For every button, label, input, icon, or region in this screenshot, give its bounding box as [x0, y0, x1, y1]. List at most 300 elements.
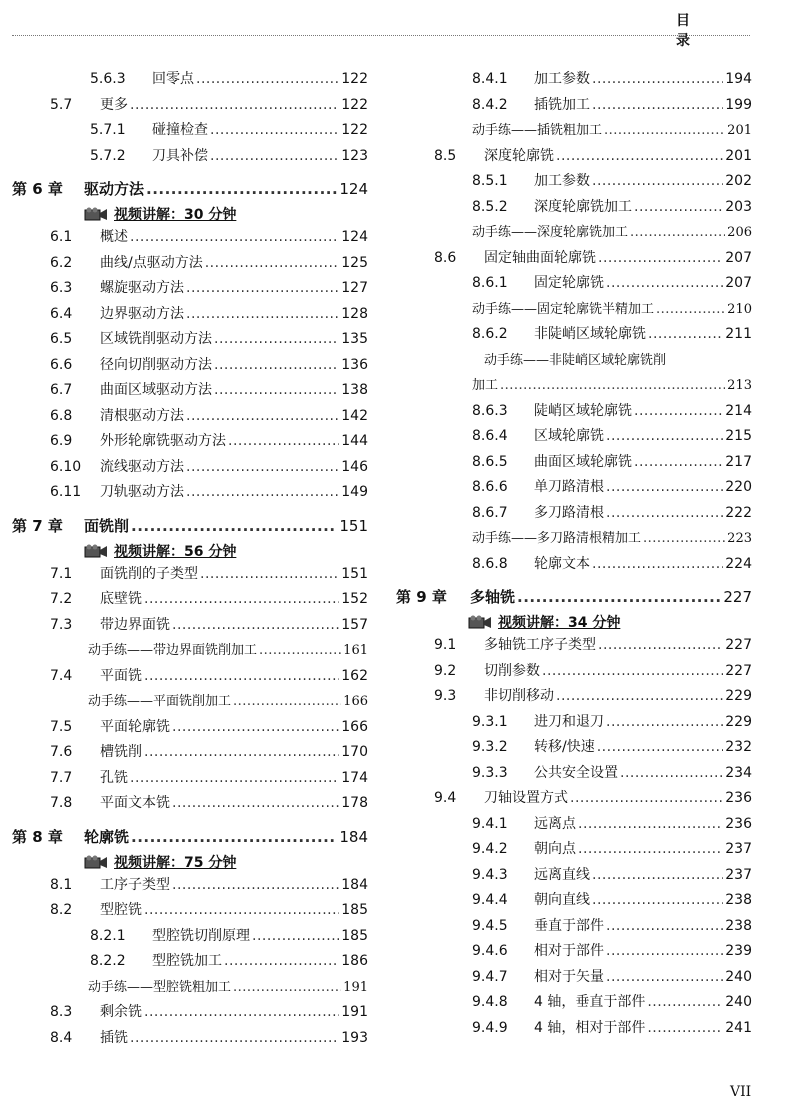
toc-leader-dots [205, 255, 340, 271]
toc-title: 动手练——型腔铣粗加工 [88, 979, 232, 995]
toc-chapter [12, 826, 368, 850]
toc-leader-dots [130, 770, 339, 786]
video-camera-icon [468, 615, 492, 629]
toc-title: 底壁铣 [100, 591, 142, 607]
toc-title: 加工 [472, 378, 499, 393]
toc-entry [396, 94, 752, 120]
toc-title: 回零点 [152, 71, 194, 87]
toc-leader-dots [200, 566, 339, 582]
toc-page-number: 152 [341, 591, 368, 607]
toc-page-number: 232 [725, 739, 752, 755]
toc-entry [12, 950, 368, 976]
toc-entry [396, 838, 752, 864]
toc-leader-dots [620, 765, 723, 781]
toc-entry [396, 1017, 752, 1043]
toc-leader-dots [233, 980, 341, 995]
toc-entry [396, 425, 752, 451]
toc-title: 轮廓文本 [534, 555, 590, 572]
toc-number: 5.7.2 [90, 147, 126, 164]
toc-entry [396, 400, 752, 426]
toc-title: 螺旋驱动方法 [100, 280, 184, 296]
toc-page-number: 146 [341, 458, 368, 475]
toc-number: 8.2.2 [90, 953, 126, 969]
toc-leader-dots [606, 969, 723, 985]
toc-entry [396, 685, 752, 711]
toc-entry [396, 145, 752, 171]
toc-exercise [12, 690, 368, 716]
toc-page-number: 184 [341, 876, 368, 893]
toc-number: 9.3.3 [472, 764, 508, 781]
toc-entry [396, 915, 752, 941]
toc-number: 6.4 [50, 305, 73, 322]
toc-entry [12, 588, 368, 614]
toc-page-number: 174 [341, 769, 368, 786]
toc-page-number: 185 [341, 902, 368, 918]
toc-leader-dots [604, 123, 725, 138]
toc-title: 垂直于部件 [534, 917, 604, 934]
toc-number: 8.6.4 [472, 428, 508, 444]
toc-page-number: 142 [341, 407, 368, 424]
toc-title: 工序子类型 [100, 876, 170, 893]
toc-number: 9.3 [434, 688, 457, 704]
toc-number: 6.8 [50, 407, 73, 424]
toc-leader-dots [214, 382, 339, 398]
toc-number: 8.2 [50, 902, 73, 918]
toc-page-number: 217 [725, 453, 752, 470]
toc-leader-dots [597, 739, 724, 755]
toc-leader-dots [606, 505, 723, 521]
toc-number: 8.3 [50, 1004, 73, 1020]
toc-number: 7.4 [50, 667, 73, 684]
toc-page-number: 125 [341, 254, 368, 271]
toc-number: 9.4.8 [472, 994, 508, 1010]
toc-page-number: 237 [725, 841, 752, 857]
toc-title: 公共安全设置 [534, 764, 618, 781]
toc-page-number: 199 [725, 96, 752, 113]
toc-number: 8.6.2 [472, 326, 508, 342]
toc-page-number: 157 [341, 616, 368, 633]
toc-page-number: 166 [343, 694, 368, 709]
toc-page-number: 201 [727, 123, 752, 138]
toc-title: 曲面区域轮廓铣 [534, 453, 632, 470]
toc-leader-dots [556, 688, 723, 704]
toc-entry [396, 196, 752, 222]
toc-number: 9.4.3 [472, 866, 508, 883]
toc-entry [396, 553, 752, 579]
toc-title: 朝向直线 [534, 892, 590, 908]
toc-number: 6.9 [50, 433, 73, 449]
toc-leader-dots [214, 357, 339, 373]
toc-title: 插铣加工 [534, 96, 590, 113]
toc-leader-dots [592, 173, 723, 189]
toc-leader-dots [130, 1030, 339, 1046]
toc-number: 8.4 [50, 1029, 73, 1046]
toc-page-number: 166 [341, 718, 368, 735]
toc-leader-dots [144, 744, 339, 760]
toc-title: 多刀路清根 [534, 504, 604, 521]
toc-entry [12, 563, 368, 589]
toc-leader-dots [144, 591, 339, 607]
toc-title: 非陡峭区域轮廓铣 [534, 326, 646, 342]
toc-entry [396, 991, 752, 1017]
toc-leader-dots [606, 275, 723, 291]
toc-leader-dots [130, 97, 339, 113]
toc-entry [396, 660, 752, 686]
toc-title: 4 轴，垂直于部件 [534, 994, 646, 1010]
toc-title: 曲面区域驱动方法 [100, 382, 212, 398]
toc-leader-dots [606, 943, 723, 959]
toc-title: 区域铣削驱动方法 [100, 331, 212, 347]
toc-entry [12, 456, 368, 482]
toc-number: 9.4 [434, 790, 457, 806]
toc-leader-dots [634, 454, 723, 470]
toc-page-number: 127 [341, 280, 368, 296]
toc-title: 深度轮廓铣加工 [534, 198, 632, 215]
toc-number: 8.6 [434, 249, 457, 266]
video-explanation [12, 202, 368, 226]
toc-leader-dots [592, 97, 723, 113]
toc-leader-dots [144, 902, 339, 918]
toc-title: 多轴铣 [470, 588, 516, 606]
toc-page-number: 206 [727, 225, 752, 240]
toc-title: 陡峭区域轮廓铣 [534, 402, 632, 419]
toc-leader-dots [643, 531, 725, 546]
toc-title: 驱动方法 [84, 180, 145, 198]
toc-title: 加工参数 [534, 71, 590, 87]
toc-title: 外形轮廓铣驱动方法 [100, 433, 226, 449]
toc-page-number: 238 [725, 917, 752, 934]
toc-leader-dots [578, 841, 723, 857]
toc-exercise [396, 119, 752, 145]
toc-number: 9.4.7 [472, 968, 508, 985]
toc-number: 6.11 [50, 484, 82, 500]
toc-chapter [12, 515, 368, 539]
toc-entry [12, 252, 368, 278]
toc-title: 型腔铣 [100, 902, 142, 918]
toc-title: 刀轨驱动方法 [100, 484, 184, 500]
toc-page-number: 122 [341, 96, 368, 113]
toc-page-number: 186 [341, 953, 368, 969]
toc-entry [12, 328, 368, 354]
toc-title: 动手练——非陡峭区域轮廓铣削 [484, 352, 667, 368]
toc-number: 8.4.2 [472, 96, 508, 113]
toc-leader-dots [186, 408, 339, 424]
toc-title: 相对于矢量 [534, 968, 604, 985]
toc-title: 相对于部件 [534, 943, 604, 959]
toc-number: 8.6.6 [472, 479, 508, 495]
toc-title: 带边界面铣 [100, 616, 170, 633]
toc-entry [12, 481, 368, 507]
toc-left-column [12, 68, 368, 1052]
toc-title: 剩余铣 [100, 1004, 142, 1020]
toc-entry [12, 741, 368, 767]
toc-title: 轮廓铣 [84, 827, 130, 846]
toc-entry [396, 889, 752, 915]
video-label: 视频讲解：56 分钟 [114, 543, 237, 560]
toc-entry [396, 68, 752, 94]
toc-page-number: 224 [725, 555, 752, 572]
toc-page-number: 210 [727, 301, 752, 317]
toc-leader-dots [647, 1020, 723, 1036]
toc-leader-dots [131, 517, 337, 535]
toc-title: 碰撞检查 [152, 122, 208, 138]
toc-entry [396, 272, 752, 298]
video-camera-icon [84, 544, 108, 558]
toc-entry [396, 736, 752, 762]
toc-leader-dots [214, 331, 339, 347]
video-explanation [12, 850, 368, 874]
toc-page-number: 237 [725, 866, 752, 883]
toc-leader-dots [259, 643, 341, 658]
toc-page-number: 128 [341, 305, 368, 322]
toc-title: 平面铣 [100, 667, 142, 684]
toc-exercise [12, 976, 368, 1002]
toc-title: 动手练——固定轮廓铣半精加工 [472, 301, 655, 317]
toc-leader-dots [172, 877, 339, 893]
header-divider [12, 35, 750, 36]
video-camera-icon [84, 207, 108, 221]
toc-entry [12, 405, 368, 431]
toc-page-number: 124 [341, 229, 368, 245]
toc-number: 8.5.2 [472, 198, 508, 215]
toc-title: 型腔铣加工 [152, 953, 222, 969]
video-label: 视频讲解：30 分钟 [114, 207, 237, 223]
toc-title: 切削参数 [484, 662, 540, 679]
toc-entry [396, 634, 752, 660]
video-label: 视频讲解：75 分钟 [114, 854, 237, 871]
toc-number: 7.2 [50, 591, 73, 607]
toc-leader-dots [578, 816, 723, 832]
toc-number: 9.3.1 [472, 713, 508, 730]
toc-leader-dots [186, 484, 339, 500]
toc-entry [396, 451, 752, 477]
toc-number: 6.10 [50, 458, 82, 475]
toc-number: 第 8 章 [12, 827, 63, 846]
toc-page-number: 241 [725, 1019, 752, 1036]
toc-number: 8.6.5 [472, 453, 508, 470]
toc-page-number: 151 [341, 565, 368, 582]
toc-number: 6.7 [50, 382, 73, 398]
toc-entry [12, 899, 368, 925]
toc-number: 6.1 [50, 229, 73, 245]
toc-page-number: 213 [727, 378, 752, 393]
toc-number: 8.5 [434, 147, 457, 164]
video-label: 视频讲解：34 分钟 [498, 615, 621, 631]
toc-number: 8.2.1 [90, 927, 126, 944]
toc-leader-dots [233, 694, 341, 709]
toc-page-number: 211 [725, 326, 752, 342]
toc-number: 8.6.3 [472, 402, 508, 419]
toc-number: 9.4.5 [472, 917, 508, 934]
toc-exercise [396, 221, 752, 247]
toc-page-number: 203 [725, 198, 752, 215]
toc-number: 第 9 章 [396, 588, 447, 606]
toc-leader-dots [634, 199, 723, 215]
toc-page-number: 222 [725, 504, 752, 521]
toc-title: 概述 [100, 229, 128, 245]
toc-page-number: 184 [339, 827, 368, 846]
toc-leader-dots [172, 617, 339, 633]
toc-entry [396, 247, 752, 273]
toc-entry [12, 665, 368, 691]
toc-title: 更多 [100, 96, 128, 113]
toc-page-number: 193 [341, 1029, 368, 1046]
video-camera-icon [84, 855, 108, 869]
toc-page-number: 122 [341, 122, 368, 138]
toc-number: 8.6.8 [472, 555, 508, 572]
toc-page-number: 239 [725, 943, 752, 959]
toc-number: 9.4.2 [472, 841, 508, 857]
toc-leader-dots [228, 433, 339, 449]
toc-title: 曲线/点驱动方法 [100, 254, 203, 271]
toc-title: 动手练——深度轮廓铣加工 [472, 225, 629, 240]
toc-leader-dots [606, 428, 723, 444]
toc-title: 区域轮廓铣 [534, 428, 604, 444]
toc-leader-dots [196, 71, 339, 87]
toc-number: 5.7.1 [90, 122, 126, 138]
toc-entry [396, 323, 752, 349]
toc-entry [12, 145, 368, 171]
toc-leader-dots [542, 663, 723, 679]
toc-entry [12, 716, 368, 742]
toc-entry [12, 277, 368, 303]
toc-leader-dots [131, 828, 337, 846]
toc-entry [396, 711, 752, 737]
toc-entry [12, 430, 368, 456]
toc-entry [396, 813, 752, 839]
page-number: VII [730, 1084, 752, 1100]
toc-leader-dots [592, 71, 723, 87]
toc-entry [12, 874, 368, 900]
toc-number: 9.3.2 [472, 739, 508, 755]
toc-entry [12, 379, 368, 405]
toc-page-number: 123 [341, 147, 368, 164]
toc-entry [396, 864, 752, 890]
toc-page-number: 240 [725, 994, 752, 1010]
toc-title: 边界驱动方法 [100, 305, 184, 322]
toc-entry [12, 925, 368, 951]
toc-entry [12, 792, 368, 818]
toc-leader-dots [172, 719, 339, 735]
toc-leader-dots [144, 1004, 339, 1020]
toc-leader-dots [172, 795, 339, 811]
toc-leader-dots [500, 378, 725, 393]
toc-title: 非切削移动 [484, 688, 554, 704]
toc-number: 6.6 [50, 356, 73, 373]
toc-leader-dots [252, 928, 339, 944]
toc-title: 远离点 [534, 815, 576, 832]
toc-page-number: 227 [725, 637, 752, 653]
toc-number: 5.6.3 [90, 71, 126, 87]
toc-number: 7.8 [50, 795, 73, 811]
toc-chapter [396, 586, 752, 610]
toc-leader-dots [210, 122, 339, 138]
toc-number: 5.7 [50, 96, 73, 113]
toc-number: 7.3 [50, 616, 73, 633]
toc-title: 面铣削的子类型 [100, 565, 198, 582]
toc-page-number: 178 [341, 795, 368, 811]
toc-page-number: 234 [725, 764, 752, 781]
toc-page-number: 240 [725, 968, 752, 985]
toc-title: 朝向点 [534, 841, 576, 857]
toc-leader-dots [598, 250, 723, 266]
toc-exercise [396, 374, 752, 400]
toc-page-number: 161 [343, 643, 368, 658]
toc-leader-dots [634, 403, 723, 419]
toc-number: 8.1 [50, 876, 73, 893]
toc-leader-dots [144, 668, 339, 684]
toc-number: 9.1 [434, 637, 457, 653]
toc-title: 动手练——平面铣削加工 [88, 694, 232, 709]
toc-leader-dots [606, 918, 723, 934]
toc-title: 加工参数 [534, 173, 590, 189]
toc-page-number: 144 [341, 433, 368, 449]
toc-entry [12, 1001, 368, 1027]
toc-title: 面铣削 [84, 516, 130, 535]
toc-number: 7.1 [50, 565, 73, 582]
toc-entry [12, 94, 368, 120]
toc-leader-dots [648, 326, 723, 342]
toc-exercise [396, 298, 752, 324]
toc-page-number: 227 [725, 662, 752, 679]
toc-page-number: 185 [341, 927, 368, 944]
toc-entry [396, 476, 752, 502]
toc-number: 6.5 [50, 331, 73, 347]
video-explanation [396, 610, 752, 634]
toc-entry [396, 762, 752, 788]
toc-page-number: 229 [725, 688, 752, 704]
toc-entry [12, 1027, 368, 1053]
toc-title: 多轴铣工序子类型 [484, 637, 596, 653]
toc-number: 第 7 章 [12, 516, 63, 535]
toc-entry [12, 767, 368, 793]
toc-title: 刀具补偿 [152, 147, 208, 164]
toc-exercise [12, 639, 368, 665]
toc-title: 动手练——多刀路清根精加工 [472, 531, 642, 546]
toc-title: 4 轴，相对于部件 [534, 1019, 646, 1036]
toc-number: 7.6 [50, 744, 73, 760]
toc-entry [12, 119, 368, 145]
toc-page-number: 149 [341, 484, 368, 500]
toc-page-number: 122 [341, 71, 368, 87]
toc-number: 8.6.1 [472, 275, 508, 291]
toc-page-number: 215 [725, 428, 752, 444]
toc-number: 9.2 [434, 662, 457, 679]
toc-number: 7.7 [50, 769, 73, 786]
toc-title: 单刀路清根 [534, 479, 604, 495]
toc-right-column [396, 68, 752, 1042]
toc-leader-dots [556, 148, 723, 164]
toc-leader-dots [224, 953, 339, 969]
toc-title: 动手练——插铣粗加工 [472, 123, 603, 138]
toc-title: 型腔铣切削原理 [152, 927, 250, 944]
toc-chapter [12, 178, 368, 202]
toc-leader-dots [592, 892, 723, 908]
toc-entry [396, 966, 752, 992]
toc-exercise [396, 527, 752, 553]
toc-page-number: 227 [723, 588, 752, 606]
toc-page-number: 202 [725, 173, 752, 189]
toc-page-number: 238 [725, 892, 752, 908]
toc-title: 刀轴设置方式 [484, 790, 568, 806]
toc-title: 固定轴曲面轮廓铣 [484, 249, 596, 266]
toc-page-number: 135 [341, 331, 368, 347]
toc-leader-dots [130, 229, 339, 245]
toc-leader-dots [592, 867, 723, 883]
toc-page-number: 124 [339, 180, 368, 198]
toc-leader-dots [656, 302, 725, 317]
toc-title: 平面文本铣 [100, 795, 170, 811]
